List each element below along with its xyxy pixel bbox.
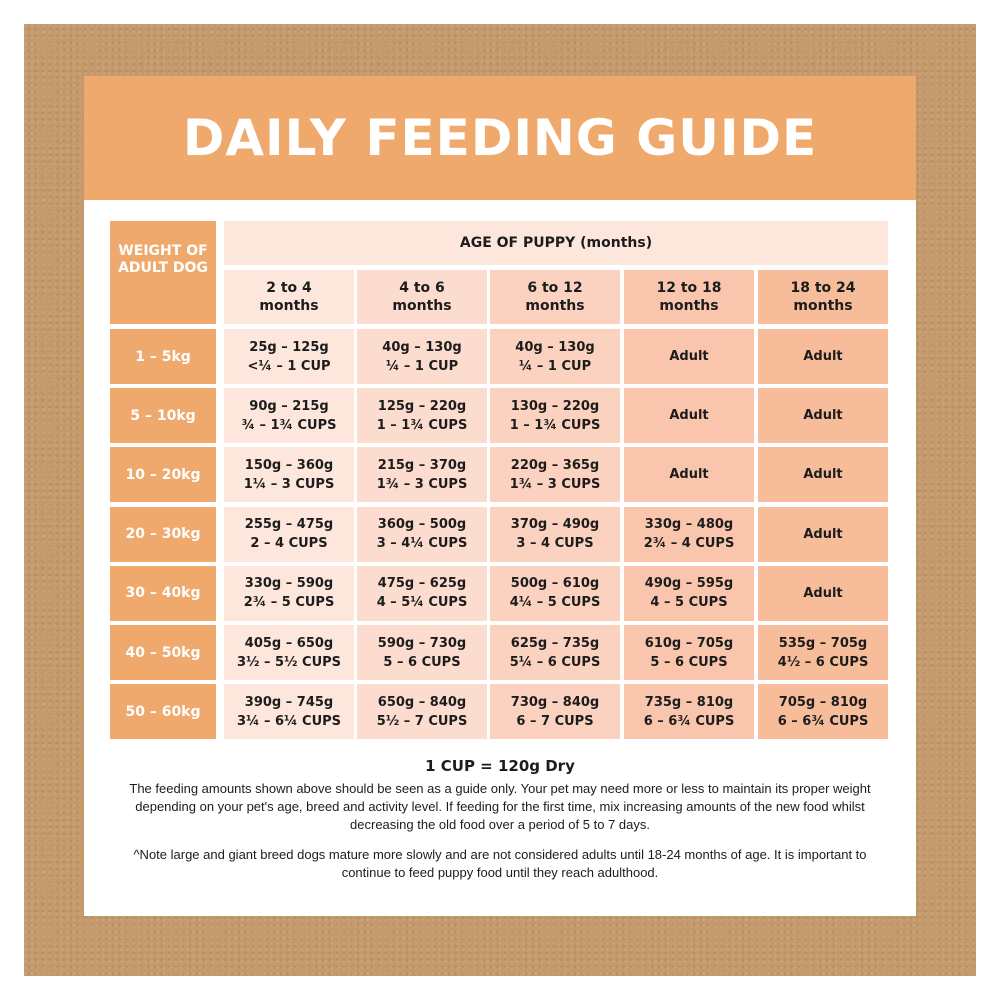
adult-label: Adult <box>803 585 843 601</box>
grams-range: 40g – 130g <box>382 339 462 355</box>
grams-range: 40g – 130g <box>515 339 595 355</box>
cups-range: 6 – 6¾ CUPS <box>643 713 735 729</box>
grams-range: 475g – 625g <box>377 576 467 592</box>
cups-range: 3½ – 5½ CUPS <box>236 654 342 670</box>
large-breed-note: ^Note large and giant breed dogs mature more slowly and are not considered adults until 18-24 months of age. It is important to continue to feed puppy food until they reach adulthood. <box>133 847 867 880</box>
grams-range: 130g – 220g <box>510 398 600 414</box>
feeding-amount-cell <box>490 566 620 621</box>
cups-range: 5 – 6 CUPS <box>383 654 461 670</box>
grams-range: 625g – 735g <box>510 635 600 651</box>
feeding-amount-cell <box>357 625 487 680</box>
feeding-amount-cell <box>624 566 754 621</box>
feeding-amount-cell <box>490 447 620 502</box>
adult-label: Adult <box>803 467 843 483</box>
grams-range: 25g – 125g <box>249 339 329 355</box>
age-column-header: AGE OF PUPPY (months) <box>224 221 888 265</box>
age-range-header: 18 to 24 months <box>758 270 888 324</box>
adult-label: Adult <box>803 526 843 542</box>
grams-range: 390g – 745g <box>244 694 334 710</box>
weight-range-label: 5 – 10kg <box>110 388 216 443</box>
grams-range: 215g – 370g <box>377 457 467 473</box>
feeding-amount-cell <box>490 388 620 443</box>
weight-column-header: WEIGHT OF ADULT DOG <box>110 221 216 324</box>
cups-range: 1 – 1¾ CUPS <box>509 417 601 433</box>
weight-range-label: 10 – 20kg <box>110 447 216 502</box>
cups-range: ¾ – 1¾ CUPS <box>241 417 337 433</box>
feeding-amount-cell <box>224 507 354 562</box>
feeding-amount-cell <box>624 507 754 562</box>
grams-range: 730g – 840g <box>510 694 600 710</box>
grams-range: 330g – 480g <box>644 517 734 533</box>
cups-range: 4 – 5 CUPS <box>650 595 728 611</box>
adult-cell <box>624 329 754 384</box>
weight-range-label: 20 – 30kg <box>110 507 216 562</box>
adult-cell <box>758 566 888 621</box>
feeding-amount-cell <box>357 684 487 739</box>
feeding-amount-cell <box>490 625 620 680</box>
cups-range: 2¾ – 5 CUPS <box>243 595 335 611</box>
grams-range: 370g – 490g <box>510 517 600 533</box>
adult-label: Adult <box>803 349 843 364</box>
feeding-amount-cell <box>758 684 888 739</box>
grams-range: 490g – 595g <box>644 576 734 592</box>
feeding-amount-cell <box>357 447 487 502</box>
cups-range: 2 – 4 CUPS <box>250 536 328 552</box>
feeding-amount-cell <box>224 329 354 384</box>
adult-cell <box>624 388 754 443</box>
cups-range: 3 – 4¼ CUPS <box>376 536 468 552</box>
feeding-amount-cell <box>490 684 620 739</box>
weight-range-label: 30 – 40kg <box>110 566 216 621</box>
feeding-amount-cell <box>224 566 354 621</box>
feeding-amount-cell <box>224 625 354 680</box>
cups-range: 3¼ – 6¼ CUPS <box>236 713 342 729</box>
adult-cell <box>758 507 888 562</box>
feeding-amount-cell <box>624 684 754 739</box>
cups-range: 5¼ – 6 CUPS <box>509 654 601 670</box>
cups-range: 4¼ – 5 CUPS <box>509 595 601 611</box>
grams-range: 125g – 220g <box>377 398 467 414</box>
grams-range: 220g – 365g <box>510 457 600 473</box>
cups-range: <¼ – 1 CUP <box>247 358 331 374</box>
grams-range: 535g – 705g <box>778 635 868 651</box>
cups-range: 6 – 7 CUPS <box>516 713 594 729</box>
adult-label: Adult <box>669 349 709 364</box>
grams-range: 405g – 650g <box>244 635 334 651</box>
grams-range: 610g – 705g <box>644 635 734 651</box>
feeding-amount-cell <box>624 625 754 680</box>
grams-range: 255g – 475g <box>244 517 334 533</box>
cups-range: 2¾ – 4 CUPS <box>643 536 735 552</box>
grams-range: 360g – 500g <box>377 517 467 533</box>
weight-range-label: 1 – 5kg <box>110 329 216 384</box>
title-banner <box>84 76 916 200</box>
feeding-amount-cell <box>357 566 487 621</box>
adult-cell <box>758 447 888 502</box>
weight-range-label: 50 – 60kg <box>110 684 216 739</box>
cups-range: 6 – 6¾ CUPS <box>777 713 869 729</box>
age-range-header: 2 to 4 months <box>224 270 354 324</box>
cups-range: 4 – 5¼ CUPS <box>376 595 468 611</box>
grams-range: 705g – 810g <box>778 694 868 710</box>
age-range-header: 4 to 6 months <box>357 270 487 324</box>
adult-cell <box>758 329 888 384</box>
adult-cell <box>758 388 888 443</box>
age-range-header: 12 to 18 months <box>624 270 754 324</box>
cups-range: 5½ – 7 CUPS <box>376 713 468 729</box>
age-range-header: 6 to 12 months <box>490 270 620 324</box>
adult-label: Adult <box>669 467 709 483</box>
feeding-amount-cell <box>224 388 354 443</box>
adult-label: Adult <box>803 408 843 424</box>
cup-conversion-note: 1 CUP = 120g Dry <box>425 757 575 775</box>
adult-label: Adult <box>669 408 709 424</box>
cups-range: ¼ – 1 CUP <box>385 358 459 374</box>
cups-range: 3 – 4 CUPS <box>516 536 594 552</box>
grams-range: 735g – 810g <box>644 694 734 710</box>
cups-range: 1¼ – 3 CUPS <box>243 476 335 492</box>
weight-range-label: 40 – 50kg <box>110 625 216 680</box>
cups-range: 1¾ – 3 CUPS <box>509 476 601 492</box>
feeding-amount-cell <box>224 684 354 739</box>
feeding-amount-cell <box>357 329 487 384</box>
grams-range: 90g – 215g <box>249 398 329 414</box>
feeding-amount-cell <box>357 507 487 562</box>
grams-range: 330g – 590g <box>244 576 334 592</box>
feeding-amount-cell <box>357 388 487 443</box>
grams-range: 590g – 730g <box>377 635 467 651</box>
page-title: DAILY FEEDING GUIDE <box>182 109 818 167</box>
feeding-amount-cell <box>490 507 620 562</box>
grams-range: 150g – 360g <box>244 457 334 473</box>
feeding-amount-cell <box>758 625 888 680</box>
adult-cell <box>624 447 754 502</box>
feeding-amount-cell <box>490 329 620 384</box>
grams-range: 500g – 610g <box>510 576 600 592</box>
feeding-amount-cell <box>224 447 354 502</box>
cups-range: 4½ – 6 CUPS <box>777 654 869 670</box>
guide-disclaimer: The feeding amounts shown above should be seen as a guide only. Your pet may need more or less to maintain its proper weight depending on your pet's age, breed and activity level. If feeding for the first time, mix increasing amounts of the new food whilst decreasing the old food over a period of 5 to 7 days. <box>129 781 871 832</box>
cups-range: 1 – 1¾ CUPS <box>376 417 468 433</box>
cups-range: ¼ – 1 CUP <box>518 358 592 374</box>
cups-range: 5 – 6 CUPS <box>650 654 728 670</box>
cups-range: 1¾ – 3 CUPS <box>376 476 468 492</box>
grams-range: 650g – 840g <box>377 694 467 710</box>
